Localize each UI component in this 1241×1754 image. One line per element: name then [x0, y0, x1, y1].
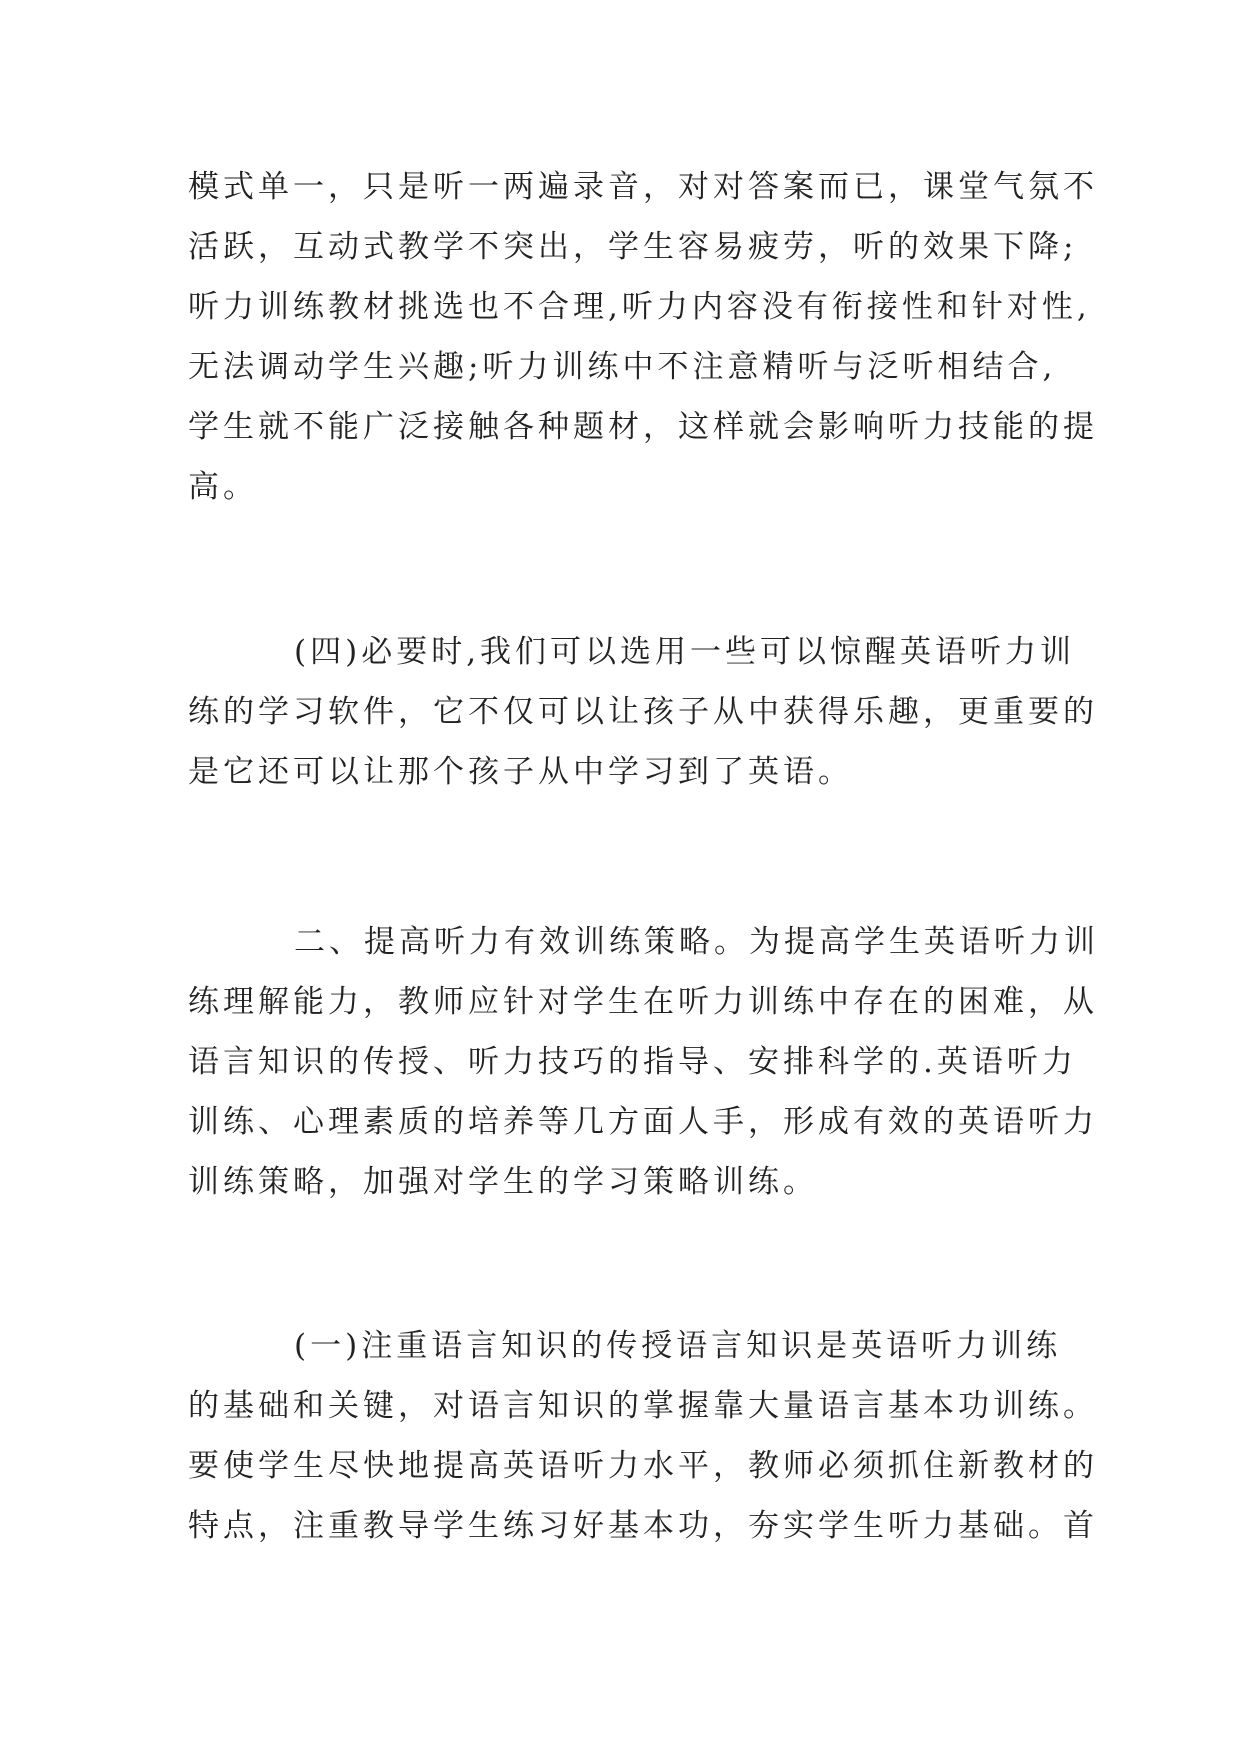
text-line: 活跃，互动式教学不突出，学生容易疲劳，听的效果下降;	[188, 229, 1078, 265]
paragraph-training-strategy	[188, 912, 1099, 1212]
text-line: (四)必要时,我们可以选用一些可以惊醒英语听力训	[294, 634, 1076, 670]
paragraph-learning-software	[188, 622, 1098, 802]
text-line: 语言知识的传授、听力技巧的指导、安排科学的.英语听力	[188, 1044, 1077, 1080]
text-line: 训练策略，加强对学生的学习策略训练。	[188, 1164, 818, 1200]
text-line: 模式单一，只是听一两遍录音，对对答案而已，课堂气氛不	[188, 169, 1098, 205]
text-line: 听力训练教材挑选也不合理,听力内容没有衔接性和针对性,	[188, 289, 1091, 325]
text-line: 学生就不能广泛接触各种题材，这样就会影响听力技能的提	[188, 409, 1098, 445]
text-line: 特点，注重教导学生练习好基本功，夯实学生听力基础。首	[188, 1508, 1098, 1544]
text-line: 二、提高听力有效训练策略。为提高学生英语听力训	[294, 924, 1099, 960]
paragraph-language-knowledge	[188, 1316, 1098, 1556]
text-line: (一)注重语言知识的传授语言知识是英语听力训练	[294, 1328, 1062, 1364]
text-line: 练的学习软件，它不仅可以让孩子从中获得乐趣，更重要的	[188, 694, 1098, 730]
text-line: 无法调动学生兴趣;听力训练中不注意精听与泛听相结合,	[188, 349, 1057, 385]
text-line: 高。	[188, 469, 258, 505]
text-line: 的基础和关键，对语言知识的掌握靠大量语言基本功训练。	[188, 1388, 1098, 1424]
text-line: 练理解能力，教师应针对学生在听力训练中存在的困难，从	[188, 984, 1098, 1020]
paragraph-listening-problems	[188, 157, 1098, 517]
text-line: 是它还可以让那个孩子从中学习到了英语。	[188, 754, 853, 790]
text-line: 要使学生尽快地提高英语听力水平，教师必须抓住新教材的	[188, 1448, 1098, 1484]
text-line: 训练、心理素质的培养等几方面人手，形成有效的英语听力	[188, 1104, 1098, 1140]
